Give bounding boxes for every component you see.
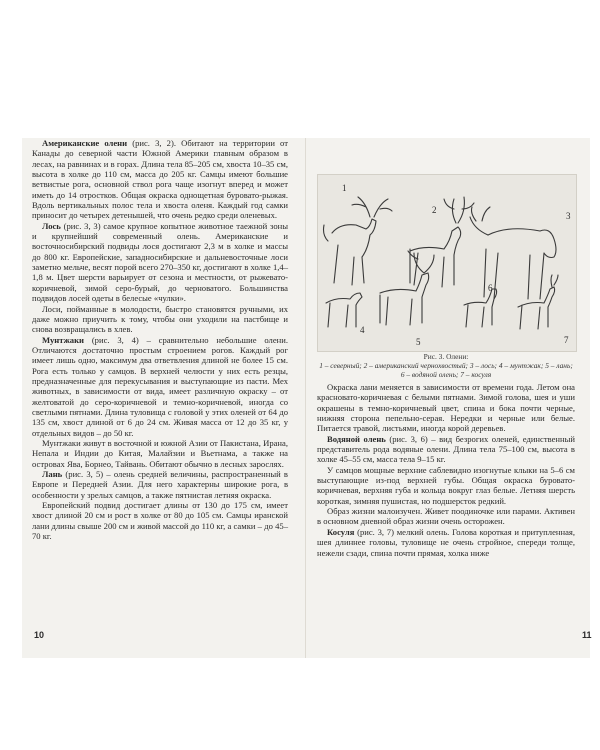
- paragraph: [32, 438, 288, 469]
- term: Американские олени: [42, 138, 128, 148]
- paragraph-text: (рис. 3, 3) самое крупное копытное животное таежной зоны и крупнейший современный олень. Американские и восточносибирский подвиды лося достигают 2,3 м в холке и массы до 800 кг. Европейские, западносибирские и дальневосточные лоси заметно мельче, весят порой всего 270–350 кг, достигают в холке 1,4–1,8 м. Цвет шерсти варьирует от сезона и местности, от рыжевато-коричневой, зимой серо-бурый, до черноватого. Большинства подвидов лосей одеты в белесые «чулки».: [32, 220, 288, 304]
- book-gutter: [305, 138, 306, 658]
- paragraph: [32, 138, 288, 221]
- page-number-left: 10: [34, 630, 45, 640]
- paragraph-text: Европейский подвид достигает длины от 130 до 175 см, имеет хвост длиной 20 см и рост в холке от 80 до 105 см. Самцы иранской лани длины свыше 200 см и живой массой до 110 кг, а самки – до 45–70 кг.: [32, 500, 288, 542]
- paragraph: [317, 434, 575, 465]
- reindeer-figure: [324, 197, 393, 285]
- book-spread: [22, 138, 590, 658]
- term: Лань: [42, 469, 63, 479]
- deer-illustration: [317, 174, 577, 352]
- paragraph: [32, 335, 288, 438]
- left-page: [32, 138, 288, 541]
- paragraph-text: (рис. 3, 2). Обитают на территории от Канады до северной части Южной Америки главным образом в лесах, на равнинах и в горах. Длина тела 85–205 см, хвоста 10–35 см, высота в холке до 110 см, масса до 205 кг. Самцы имеют большие ветвистые рога, основной ствол рога чаще изогнут вперед и может иметь до 14 отростков. Общая окраска однощетная буровато-рыжая. Вдоль вертикальных полос тела и хвоста оленя. Каждый год самки приносит до четырех детенышей, что очень редко среди оленевых.: [32, 138, 288, 221]
- paragraph-text: Окраска лани меняется в зависимости от времени года. Летом она красновато-коричневая с белыми пятнами. Зимой голова, шея и уши окрашены в темно-коричневый цвет, спина и бока почти черные, нижняя сторона пепельно-серая. Нередки и черные или белые. Питается травой, листьями, иногда корой деревьев.: [317, 382, 575, 434]
- term: Лось: [42, 220, 61, 231]
- figure-label-1: 1: [342, 183, 347, 193]
- figure-caption: [317, 352, 575, 379]
- figure-label-6: 6: [488, 283, 493, 293]
- paragraph: [32, 500, 288, 541]
- deer-drawing: [318, 175, 576, 351]
- paragraph: [317, 465, 575, 506]
- paragraph: [32, 469, 288, 500]
- term: Косуля: [327, 526, 355, 537]
- right-page-text: [317, 382, 575, 558]
- page-number-right: 11: [582, 630, 592, 640]
- figure-label-7: 7: [564, 335, 569, 345]
- paragraph: [317, 527, 575, 558]
- paragraph-text: Образ жизни малоизучен. Живет поодиночке или парами. Активен в основном дневной образ жизни очень осторожен.: [317, 506, 575, 527]
- paragraph-text: (рис. 3, 6) – вид безрогих оленей, единственный представитель рода водяные олени. Длина тела 75–100 см, высота в холке 45–55 см, масса тела 9–15 кг.: [317, 433, 575, 465]
- caption-title: Рис. 3. Олени:: [423, 352, 469, 361]
- fallow-deer-figure: [380, 251, 434, 325]
- figure-label-2: 2: [432, 205, 437, 215]
- figure-label-5: 5: [416, 337, 421, 347]
- figure-label-3: 3: [566, 211, 571, 221]
- caption-text: 1 – северный; 2 – американский чернохвостый; 3 – лось; 4 – мунтжак; 5 – лань; 6 – водяной олень; 7 – косуля: [319, 361, 573, 379]
- paragraph-text: (рис. 3, 4) – сравнительно небольшие олени. Отличаются достаточно простым строением рогов. Каждый рог имеет лишь одно, максимум два ответвления длиной не более 15 см. Рога есть только у самцов. В верхней челюсти у них есть резцы, предназначенные для перекусывания и выступающие из пасти. Мех животных, в зависимости от вида, имеет различную окраску – от желтоватой до серо-коричневой и темно-коричневой, иногда со светлыми пятнами. Длина туловища с головой у этих оленей от 64 до 135 см, хвост длиной от 6 до 24 см. Живая масса от 12 до 35 кг, у отдельных видов – до 50 кг.: [32, 334, 288, 438]
- paragraph: [317, 506, 575, 527]
- figure-label-4: 4: [360, 325, 365, 335]
- paragraph-text: (рис. 3, 7) мелкий олень. Голова короткая и притупленная, шея длиннее головы, туловище не очень стройное, спереди толще, нежели сзади, спина почти прямая, холка ниже: [317, 526, 575, 558]
- paragraph-text: (рис. 3, 5) – олень средней величины, распространенный в Европе и Передней Азии. Для него характерны широкие рога, в особенности у зрелых самцов, а также пятнистая летняя окраска.: [32, 469, 288, 500]
- paragraph-text: Мунтжаки живут в восточной и южной Азии от Пакистана, Ирана, Непала и Индии до Китая, Малайзии и Вьетнама, а также на островах Ява, Борнео, Тайвань. Обитают обычно в лесных зарослях.: [32, 437, 288, 469]
- water-deer-figure: [464, 289, 497, 327]
- term: Мунтжаки: [42, 334, 85, 345]
- roe-deer-figure: [518, 275, 558, 329]
- paragraph-text: У самцов мощные верхние саблевидно изогнутые клыки на 5–6 см выступающие из-под верхней губы. Общая окраска буровато-коричневая, верхняя губа и кольца вокруг глаз белые. Летняя шерсть короткая, зимняя пушистая, но подшерсток редкий.: [317, 464, 575, 506]
- paragraph: [317, 382, 575, 434]
- mule-deer-figure: [410, 197, 474, 287]
- paragraph: [32, 221, 288, 304]
- term: Водяной олень: [327, 433, 386, 444]
- moose-figure: [470, 207, 556, 299]
- paragraph: [32, 304, 288, 335]
- muntjac-figure: [326, 293, 362, 327]
- paragraph-text: Лоси, пойманные в молодости, быстро становятся ручными, их даже можно приучить к тому, чтобы они уходили на пастбище и снова возвращались в хлев.: [32, 303, 288, 335]
